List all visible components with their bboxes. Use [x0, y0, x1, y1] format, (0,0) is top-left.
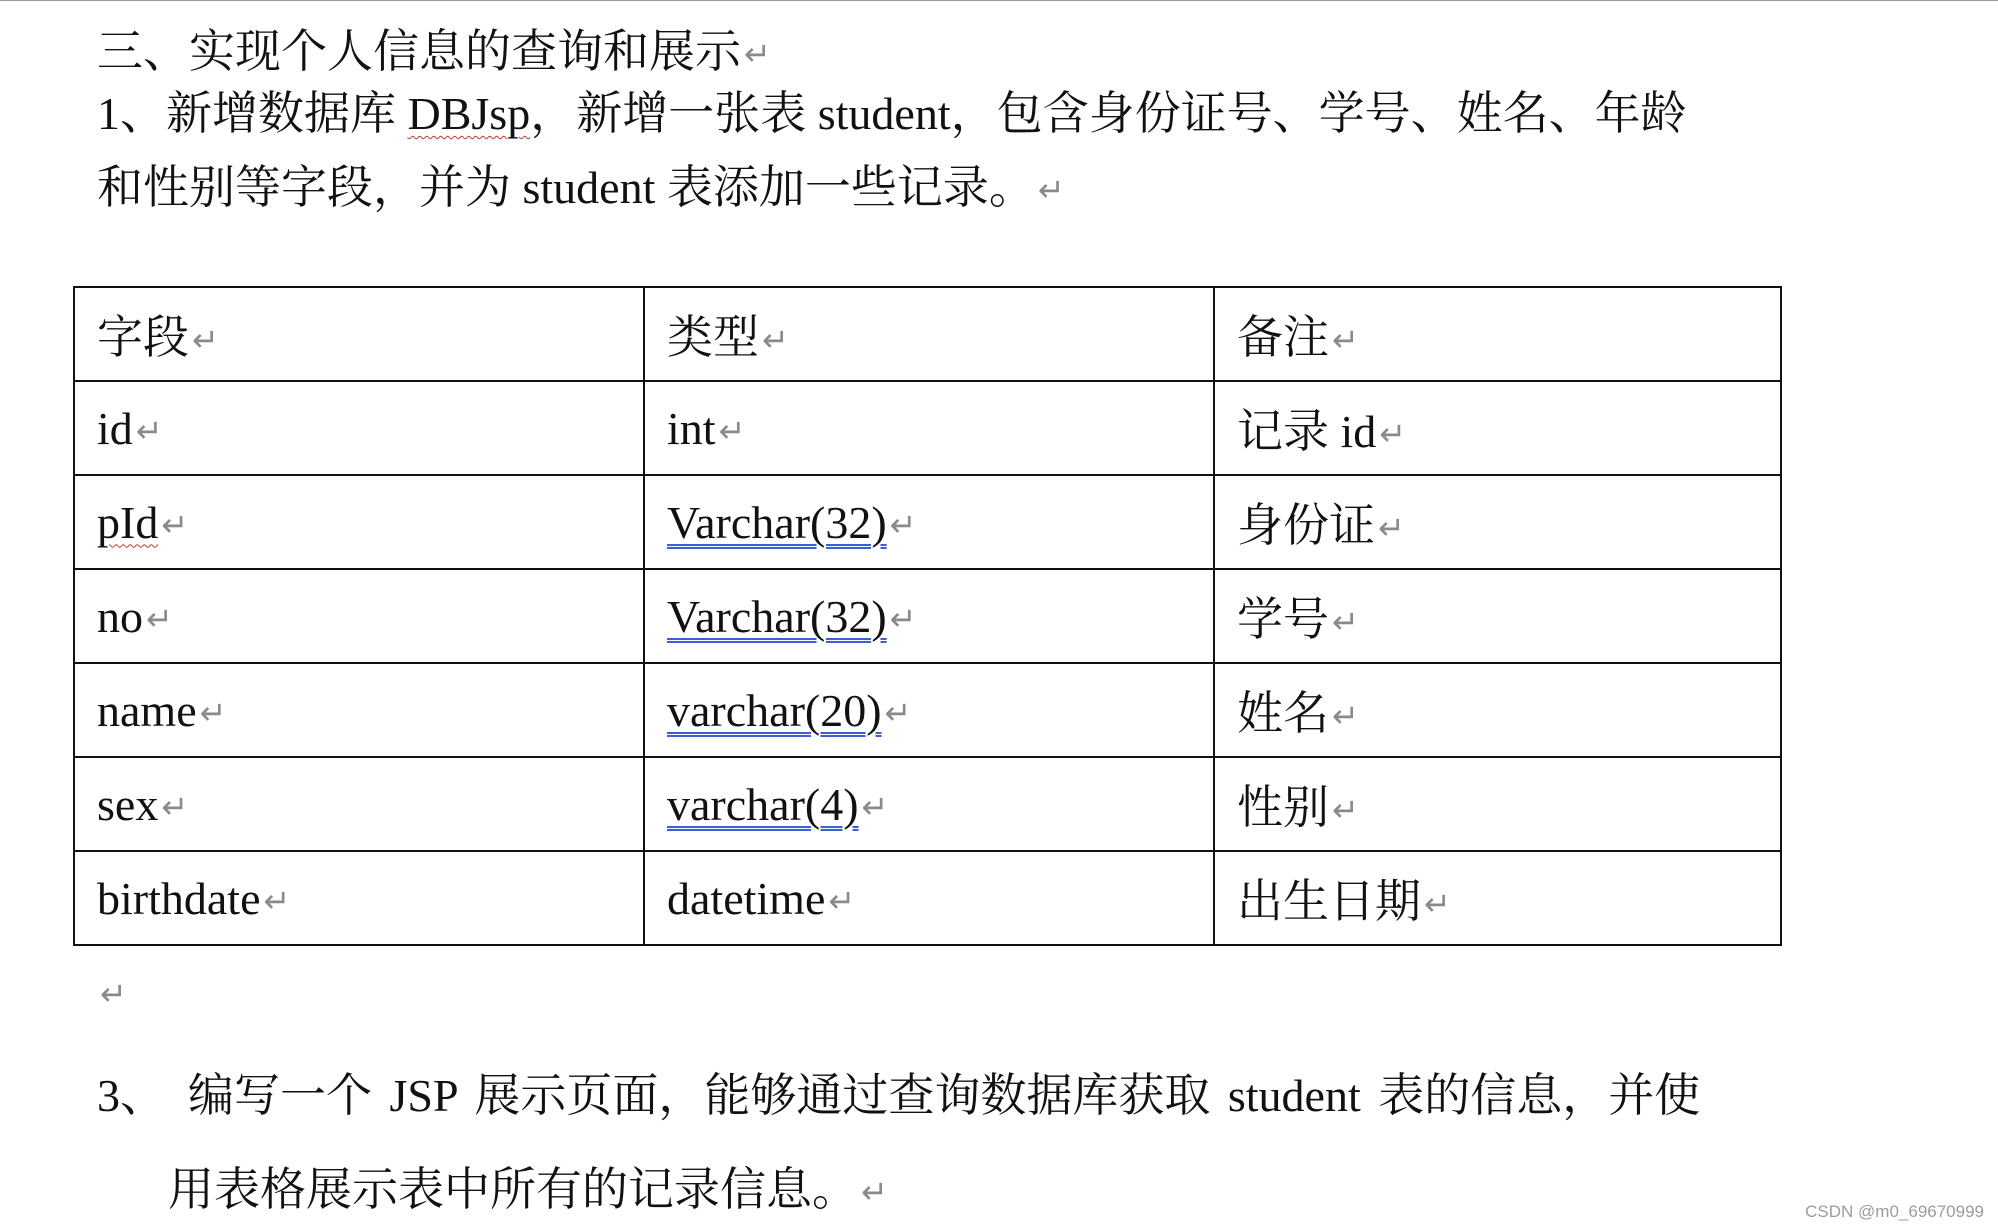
top-border [0, 0, 1998, 1]
cell-type: int↵ [644, 381, 1214, 475]
para1-suffix: ，新增一张表 student，包含身份证号、学号、姓名、年龄 [530, 88, 1687, 139]
para3-line2-text: 用表格展示表中所有的记录信息。 [168, 1164, 858, 1215]
paragraph-mark-icon: ↵ [263, 881, 291, 920]
cell-field: sex↵ [74, 757, 644, 851]
table-row [74, 381, 1781, 475]
cell-field: name↵ [74, 663, 644, 757]
para3-line2 [168, 1160, 888, 1222]
table-row [74, 757, 1781, 851]
cell-type: datetime↵ [644, 851, 1214, 945]
cell-note: 身份证↵ [1214, 475, 1781, 569]
paragraph-mark-icon: ↵ [884, 693, 912, 732]
paragraph-mark-icon: ↵ [1424, 885, 1451, 923]
section-heading [97, 22, 771, 84]
paragraph-mark-icon: ↵ [1379, 415, 1407, 453]
para3-number: 3、 [97, 1070, 166, 1121]
paragraph-mark-icon: ↵ [161, 787, 189, 826]
paragraph-mark-icon: ↵ [100, 975, 127, 1013]
heading-text: 三、实现个人信息的查询和展示 [97, 26, 741, 77]
cell-type: Varchar(32)↵ [644, 569, 1214, 663]
db-name-text: DBJsp [407, 88, 531, 139]
paragraph-mark-icon: ↵ [1332, 791, 1359, 829]
table-header-row [74, 287, 1781, 381]
para1-prefix: 1、新增数据库 [97, 88, 408, 139]
header-cell-type: 类型↵ [644, 287, 1214, 381]
field-table [73, 286, 1782, 946]
header-cell-note: 备注↵ [1214, 287, 1781, 381]
cell-field: birthdate↵ [74, 851, 644, 945]
paragraph-mark-icon: ↵ [1332, 697, 1359, 735]
paragraph-mark-icon: ↵ [861, 1173, 888, 1211]
watermark: CSDN @m0_69670999 [1805, 1202, 1984, 1221]
table-row [74, 475, 1781, 569]
paragraph-mark-icon: ↵ [889, 505, 917, 544]
empty-paragraph [97, 975, 127, 1013]
paragraph-mark-icon: ↵ [828, 881, 856, 920]
paragraph-mark-icon: ↵ [146, 599, 173, 638]
para1-line2-text: 和性别等字段，并为 student 表添加一些记录。 [97, 162, 1035, 213]
cell-note: 出生日期↵ [1214, 851, 1781, 945]
cell-note: 姓名↵ [1214, 663, 1781, 757]
paragraph-mark-icon: ↵ [718, 411, 746, 450]
para1-line1 [97, 84, 1687, 144]
paragraph-mark-icon: ↵ [744, 35, 771, 73]
cell-type: varchar(4)↵ [644, 757, 1214, 851]
para1-line2 [97, 158, 1065, 220]
cell-type: varchar(20)↵ [644, 663, 1214, 757]
table-row [74, 569, 1781, 663]
paragraph-mark-icon: ↵ [199, 693, 227, 732]
cell-note: 性别↵ [1214, 757, 1781, 851]
paragraph-mark-icon: ↵ [135, 411, 163, 450]
paragraph-mark-icon: ↵ [1037, 171, 1065, 209]
table-row [74, 663, 1781, 757]
cell-field: id↵ [74, 381, 644, 475]
paragraph-mark-icon: ↵ [861, 787, 889, 826]
cell-type: Varchar(32)↵ [644, 475, 1214, 569]
table-row [74, 851, 1781, 945]
paragraph-mark-icon: ↵ [1332, 603, 1359, 641]
para3-line1-text: 编写一个 JSP 展示页面，能够通过查询数据库获取 student 表的信息，并使 [188, 1070, 1701, 1121]
paragraph-mark-icon: ↵ [762, 321, 789, 359]
para3-line1 [97, 1066, 1700, 1126]
cell-field: pId↵ [74, 475, 644, 569]
paragraph-mark-icon: ↵ [1378, 509, 1405, 547]
cell-note: 学号↵ [1214, 569, 1781, 663]
cell-field: no↵ [74, 569, 644, 663]
cell-note: 记录 id↵ [1214, 381, 1781, 475]
paragraph-mark-icon: ↵ [161, 505, 189, 544]
paragraph-mark-icon: ↵ [192, 321, 219, 359]
paragraph-mark-icon: ↵ [889, 599, 917, 638]
paragraph-mark-icon: ↵ [1332, 321, 1359, 359]
header-cell-field: 字段↵ [74, 287, 644, 381]
